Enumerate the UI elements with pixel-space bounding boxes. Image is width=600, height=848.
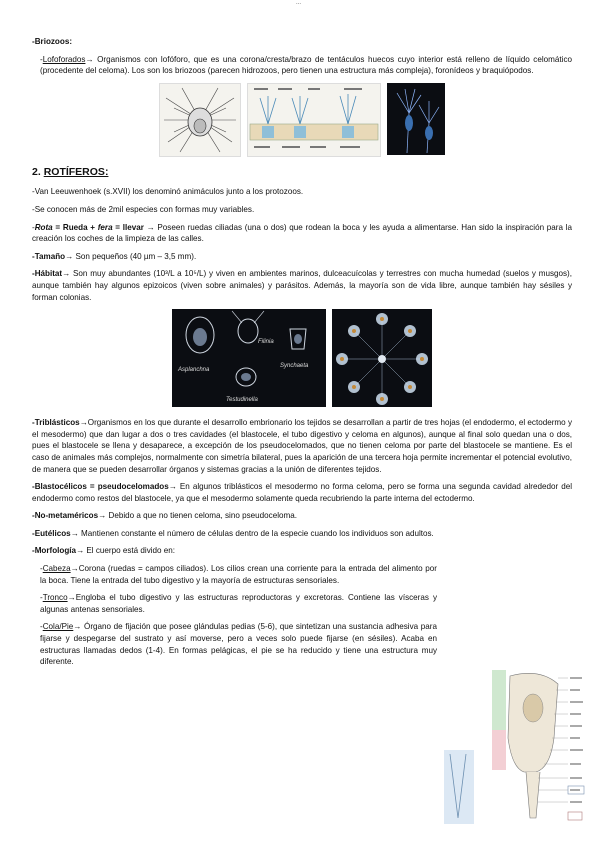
llevar-term: = llevar <box>112 222 147 232</box>
photo-label-synchaeta: Synchaeta <box>280 363 309 370</box>
arrow-icon: → <box>65 251 74 261</box>
cabeza-text: Corona (ruedas = campos ciliados). Los cilios crean una corriente para la entrada del alimento por la boca. Tiene la entrada del tubo digestivo y la mayoría de estructuras sensoriales. <box>40 564 437 585</box>
triblasticos-paragraph <box>32 417 572 475</box>
rueda-term: = Rueda + <box>52 222 98 232</box>
nometamericos-paragraph <box>32 510 572 522</box>
photo-label-filinia: Filinia <box>258 339 274 346</box>
bryozoan-colony-diagram <box>247 83 381 157</box>
document-page <box>32 36 572 674</box>
rotifer-species-illustration <box>172 309 326 407</box>
arrow-icon: → <box>85 54 94 64</box>
blastocelicos-paragraph <box>32 481 572 504</box>
arrow-icon: → <box>79 418 88 428</box>
arrow-icon: → <box>76 546 85 556</box>
tamano-paragraph <box>32 251 572 263</box>
morfologia-text: El cuerpo está divido en: <box>84 546 176 556</box>
rotiferos-p2: -Se conocen más de 2mil especies con formas muy variables. <box>32 204 255 214</box>
section-title-text: ROTÍFEROS: <box>43 165 109 178</box>
page-mark: ... <box>296 0 302 6</box>
section-title <box>32 167 572 179</box>
bryozoan-photo-illustration <box>387 83 445 155</box>
lophophore-drawing <box>159 83 241 157</box>
rotifer-colony-photo <box>332 309 432 407</box>
photo-label-testudinella: Testudinella <box>226 397 258 404</box>
rotiferos-p1: -Van Leeuwenhoek (s.XVII) los denominó animáculos junto a los protozoos. <box>32 187 304 197</box>
fera-term: fera <box>97 222 113 232</box>
bryozoan-zooid-illustration <box>248 84 380 156</box>
tamano-label: -Tamaño <box>32 251 66 261</box>
cabeza-label: Cabeza <box>42 564 71 574</box>
lophophore-illustration <box>160 84 240 156</box>
cabeza-paragraph: -Cabeza→Corona (ruedas = campos ciliados). Los cilios crean una corriente para la entrada del alimento por la boca. Tiene la entrada del tubo digestivo y la mayoría de estructuras sensoriales. <box>40 564 437 585</box>
briozoos-figures <box>32 83 572 157</box>
nometamericos-text: Debido a que no tienen celoma, sino pseudoceloma. <box>106 511 297 521</box>
triblasticos-text: Organismos en los que durante el desarrollo embrionario los tejidos se desarrollan a partir de tres hojas (el endodermo, el ectodermo y el mesodermo) que dan lugar a dos o tres cavidades (el blastocele, el tubo digestivo y celoma en algunos), aunque al final solo quedan una o dos, pues el blastocele se llena y desaparece, a excepción de los pseudocelomados, que no tienen celoma por parte del blastocele se mantiene. Es el caso de animales más complejos, normalmente con simetría bilateral, pues la aparición de una tercera hoja permite incrementar el potencial evolutivo, de manera que se pueden desarrollar órganos y sistemas gracias a la unión de diferentes tejidos. <box>32 418 572 474</box>
arrow-icon: → <box>67 593 76 603</box>
arrow-icon: → <box>70 564 79 574</box>
lofoforados-paragraph: -Lofoforados→ Organismos con lofóforo, que es una corona/cresta/brazo de tentáculos huecos cuyo interior está relleno de líquido celomático (procedente del celoma). Los son los briozoos (parecen hidrozoos, pero tienen una estructura más compleja), foronídeos y braquiópodos. <box>40 54 572 76</box>
etymology-text: Poseen ruedas ciliadas (una o dos) que rodean la boca y les ayuda a alimentarse. Han sido la inspiración para la creación los coches de la limpieza de las calles. <box>32 222 573 244</box>
arrow-icon: → <box>73 622 82 632</box>
habitat-paragraph <box>32 268 572 303</box>
tronco-label: Tronco <box>42 593 68 603</box>
arrow-icon: → <box>62 269 71 279</box>
tronco-text: Engloba el tubo digestivo y las estructuras reproductoras y excretoras. Contiene las vísceras y algunas antenas sensoriales. <box>40 593 437 614</box>
rotifer-anatomy-illustration <box>440 668 585 828</box>
bryozoan-photo <box>387 83 445 155</box>
eutelicos-text: Mantienen constante el número de células dentro de la especie cuando los individuos son adultos. <box>78 528 434 538</box>
habitat-label: -Hábitat <box>32 269 63 279</box>
arrow-icon: → <box>168 482 177 492</box>
arrow-icon: → <box>146 222 155 232</box>
habitat-text: Son muy abundantes (10³/L a 10⁵/L) y viven en ambientes marinos, dulceacuícolas y terrestres con mucha humedad (suelos y musgos), aunque también hay algunos epizoicos (viven sobre animales) y parásitos. Además, la mayoría son de vida libre, aunque también hay sésiles y forman colonias. <box>32 269 572 302</box>
triblasticos-label: -Triblásticos <box>32 418 80 428</box>
photo-label-asplanchna: Asplanchna <box>178 367 210 374</box>
morfologia-paragraph <box>32 545 572 557</box>
rotiferos-etymology: -Rota = Rueda + fera = llevar → Poseen ruedas ciliadas (una o dos) que rodean la boca y les ayuda a alimentarse. Han sido la inspiración para la creación los coches de la limpieza de las calles. <box>32 222 573 244</box>
rota-term: Rota <box>34 222 53 232</box>
lofoforados-term: Lofoforados <box>42 54 86 64</box>
briozoos-heading: -Briozoos: <box>32 37 73 46</box>
lofoforados-text: Organismos con lofóforo, que es una corona/cresta/brazo de tentáculos huecos cuyo interior está relleno de líquido celomático (procedente del celoma). Los son los briozoos (parecen hidrozoos, pero tienen una estructura más compleja), foronídeos y braquiópodos. <box>40 54 572 76</box>
rotifer-figures <box>32 309 572 407</box>
morfologia-label: -Morfología <box>32 546 77 556</box>
tamano-text: Son pequeños (40 µm – 3,5 mm). <box>73 251 197 261</box>
rotifer-species-photo <box>172 309 326 407</box>
section-number: 2. <box>32 165 41 178</box>
rotifer-morphology-diagram <box>440 668 585 828</box>
rotifer-colony-illustration <box>332 309 432 407</box>
blastocelicos-text: En algunos triblásticos el mesodermo no forma celoma, pero se forma una segunda cavidad alrededor del endodermo como restos del blastocele, ya que el mesodermo solamente queda recubriendo la parte interna del ectodermo. <box>32 482 572 503</box>
eutelicos-label: -Eutélicos <box>32 528 71 538</box>
arrow-icon: → <box>98 511 107 521</box>
nometamericos-label: -No-metaméricos <box>32 511 99 521</box>
cola-text: Órgano de fijación que posee glándulas pedias (5-6), que sintetizan una sustancia adhesiva para fijarse y despegarse del sustrato y así moverse, pero a veces solo puede fijarse (en sésiles). Acaba en estructuras llamadas dedos (1-4). En formas pelágicas, el pie se ha reducido y tiene una estructura muy diferente. <box>40 622 437 667</box>
arrow-icon: → <box>70 528 79 538</box>
blastocelicos-label: -Blastocélicos = pseudocelomados <box>32 482 169 492</box>
tronco-paragraph: -Tronco→Engloba el tubo digestivo y las estructuras reproductoras y excretoras. Contiene las vísceras y algunas antenas sensoriales. <box>40 593 437 614</box>
cola-label: Cola/Pie <box>42 622 74 632</box>
eutelicos-paragraph <box>32 528 572 540</box>
morfologia-parts <box>32 563 437 668</box>
cola-paragraph: -Cola/Pie→ Órgano de fijación que posee glándulas pedias (5-6), que sintetizan una sustancia adhesiva para fijarse y despegarse del sustrato y así moverse, pero a veces solo puede fijarse (en sésiles). Acaba en estructuras llamadas dedos (1-4). En formas pelágicas, el pie se ha reducido y tiene una estructura muy diferente. <box>40 622 437 667</box>
